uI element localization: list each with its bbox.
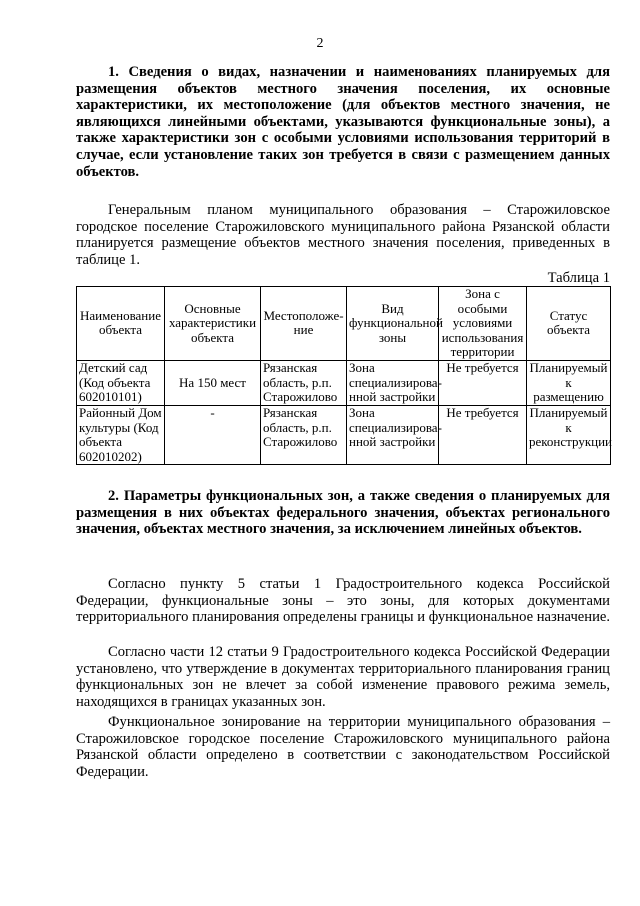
page-number: 2 (316, 36, 324, 51)
table-caption: Таблица 1 (547, 270, 610, 286)
table-row (77, 405, 611, 464)
section2-paragraph-2: Согласно части 12 статьи 9 Градостроительного кодекса Российской Федерации установлено, что утверждение в документах территориального планирования границ функциональных зон не влечет за собой изменение правового режима земель, находящихся в границах указанных зон. (76, 644, 610, 710)
cell-status: Планируемый к размещению (527, 360, 611, 405)
header-status: Статус объекта (527, 287, 611, 361)
table-row (77, 360, 611, 405)
header-special-zone: Зона с особыми условиями использования территории (439, 287, 527, 361)
header-characteristics: Основные характеристики объекта (165, 287, 261, 361)
cell-characteristics: - (165, 405, 261, 464)
cell-special-zone: Не требуется (439, 360, 527, 405)
cell-location: Рязанская область, р.п. Старожилово (261, 405, 347, 464)
header-location: Местоположе-ние (261, 287, 347, 361)
header-object-name: Наименование объекта (77, 287, 165, 361)
section2-paragraph-3: Функциональное зонирование на территории муниципального образования – Старожиловское городское поселение Старожиловского муниципального района Рязанской области определено в соответствии с законодательством Российской Федерации. (76, 714, 610, 780)
section1-heading: 1. Сведения о видах, назначении и наименованиях планируемых для размещения объектов местного значения поселения, их основные характеристики, их местоположение (для объектов местного значения, не являющихся линейными объектами, указываются функциональные зоны), а также характеристики зон с особыми условиями использования территорий в случае, если установление таких зон требуется в связи с размещением данных объектов. (76, 64, 610, 180)
cell-object-name: Районный Дом культуры (Код объекта 602010202) (77, 405, 165, 464)
objects-table (76, 286, 611, 465)
cell-characteristics: На 150 мест (165, 360, 261, 405)
cell-zone-type: Зона специализирова-нной застройки (347, 405, 439, 464)
section2-paragraph-1: Согласно пункту 5 статьи 1 Градостроительного кодекса Российской Федерации, функциональные зоны – это зоны, для которых документами территориального планирования определены границы и функциональное назначение. (76, 576, 611, 626)
cell-location: Рязанская область, р.п. Старожилово (261, 360, 347, 405)
table-header-row (77, 287, 611, 361)
cell-zone-type: Зона специализирова-нной застройки (347, 360, 439, 405)
cell-object-name: Детский сад (Код объекта 602010101) (77, 360, 165, 405)
header-zone-type: Вид функциональной зоны (347, 287, 439, 361)
section1-paragraph: Генеральным планом муниципального образования – Старожиловское городское поселение Старожиловского муниципального района Рязанской области планируется размещение объектов местного значения поселения, приведенных в таблице 1. (76, 202, 610, 268)
cell-status: Планируемый к реконструкции (527, 405, 611, 464)
section2-heading: 2. Параметры функциональных зон, а также сведения о планируемых для размещения в них объектах федерального значения, объектах регионального значения, объектах местного значения, за исключением линейных объектов. (76, 488, 610, 538)
cell-special-zone: Не требуется (439, 405, 527, 464)
